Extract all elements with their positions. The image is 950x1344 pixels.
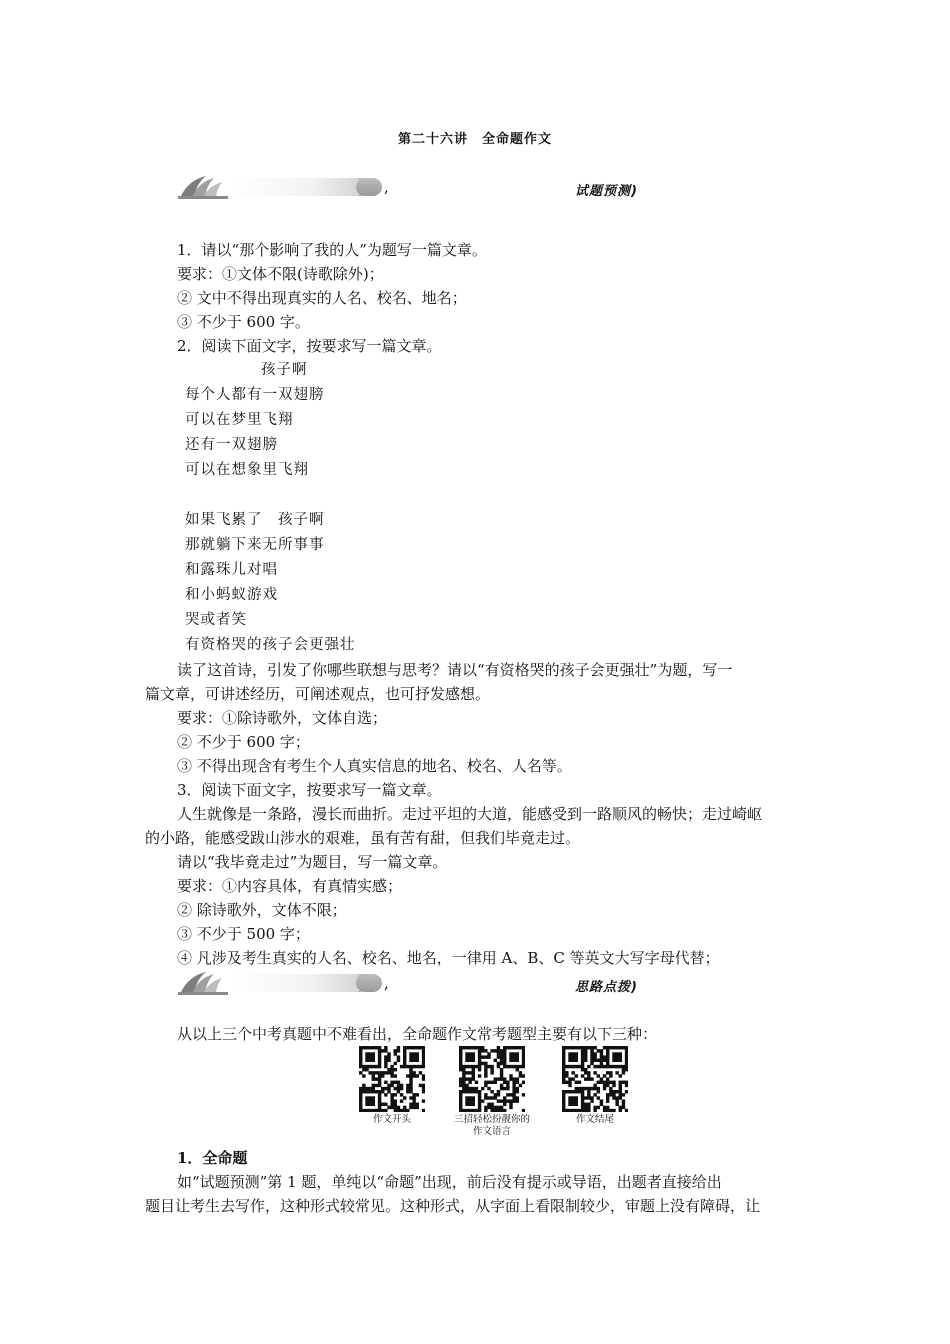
text-line: 题目让考生去写作，这种形式较常见。这种形式，从字面上看限制较少，审题上没有障碍，让 — [145, 1197, 761, 1215]
poem-line: 孩子啊 — [261, 362, 308, 378]
qr-code-icon — [359, 1046, 425, 1112]
text-line: 要求：①文体不限(诗歌除外)； — [177, 265, 384, 283]
section-label-predict: 试题预测) — [575, 184, 638, 199]
text-line: 1．请以“那个影响了我的人”为题写一篇文章。 — [177, 241, 487, 259]
section-banner-hints — [178, 970, 638, 996]
banner-comma: , — [384, 974, 389, 992]
fan-decoration-icon — [178, 970, 228, 996]
qr-caption: 作文开头 — [372, 1114, 411, 1125]
qr-code-opening[interactable] — [352, 1046, 432, 1126]
text-line: ③ 不少于 600 字。 — [177, 313, 310, 331]
banner-knob — [356, 178, 382, 196]
poem-line: 可以在想象里飞翔 — [185, 462, 309, 478]
text-line: 读了这首诗，引发了你哪些联想与思考？请以“有资格哭的孩子会更强壮”为题，写一 — [177, 661, 733, 679]
poem-line: 如果飞累了 孩子啊 — [185, 512, 325, 528]
text-line: ④ 凡涉及考生真实的人名、校名、地名，一律用 A、B、C 等英文大写字母代替； — [177, 949, 720, 967]
poem-line: 有资格哭的孩子会更强壮 — [185, 637, 356, 653]
qr-caption: 三招轻松扮靓你的作文语言 — [454, 1114, 531, 1137]
text-line: 要求：①内容具体，有真情实感； — [177, 877, 403, 895]
text-line: 如“试题预测”第 1 题，单纯以“命题”出现，前后没有提示或导语，出题者直接给出 — [177, 1173, 722, 1191]
text-line: ③ 不得出现含有考生个人真实信息的地名、校名、人名等。 — [177, 757, 572, 775]
text-line: ② 文中不得出现真实的人名、校名、地名； — [177, 289, 467, 307]
section-banner-predict — [178, 174, 638, 200]
poem-line: 还有一双翅膀 — [185, 437, 278, 453]
text-line: 1．全命题 — [177, 1149, 248, 1167]
text-line: 的小路，能感受跋山涉水的艰难，虽有苦有甜，但我们毕竟走过。 — [145, 829, 581, 847]
text-line: 请以“我毕竟走过”为题目，写一篇文章。 — [177, 853, 448, 871]
qr-code-icon — [459, 1046, 525, 1112]
qr-code-ending[interactable] — [555, 1046, 635, 1126]
banner-comma: , — [384, 178, 389, 196]
poem-line: 每个人都有一双翅膀 — [185, 387, 325, 403]
text-line: ② 不少于 600 字； — [177, 733, 310, 751]
poem-line: 和露珠儿对唱 — [185, 562, 278, 578]
qr-code-icon — [562, 1046, 628, 1112]
text-line: 要求：①除诗歌外，文体自选； — [177, 709, 388, 727]
text-line: 2．阅读下面文字，按要求写一篇文章。 — [177, 337, 442, 355]
text-line: 从以上三个中考真题中不难看出，全命题作文常考题型主要有以下三种： — [177, 1025, 658, 1043]
fan-decoration-icon — [178, 174, 228, 200]
text-line: ② 除诗歌外，文体不限； — [177, 901, 347, 919]
text-line: 人生就像是一条路，漫长而曲折。走过平坦的大道，能感受到一路顺风的畅快；走过崎岖 — [177, 805, 763, 823]
section-label-hints: 思路点拨) — [575, 980, 638, 995]
text-line: ③ 不少于 500 字； — [177, 925, 310, 943]
qr-code-language[interactable] — [452, 1046, 532, 1138]
poem-line: 和小蚂蚁游戏 — [185, 587, 278, 603]
poem-line: 哭或者笑 — [185, 612, 247, 628]
qr-caption: 作文结尾 — [575, 1114, 614, 1125]
text-line: 篇文章，可讲述经历，可阐述观点，也可抒发感想。 — [145, 685, 491, 703]
page-title: 第二十六讲 全命题作文 — [397, 132, 552, 147]
poem-line: 那就躺下来无所事事 — [185, 537, 325, 553]
text-line: 3．阅读下面文字，按要求写一篇文章。 — [177, 781, 442, 799]
banner-knob — [356, 974, 382, 992]
poem-line: 可以在梦里飞翔 — [185, 412, 294, 428]
